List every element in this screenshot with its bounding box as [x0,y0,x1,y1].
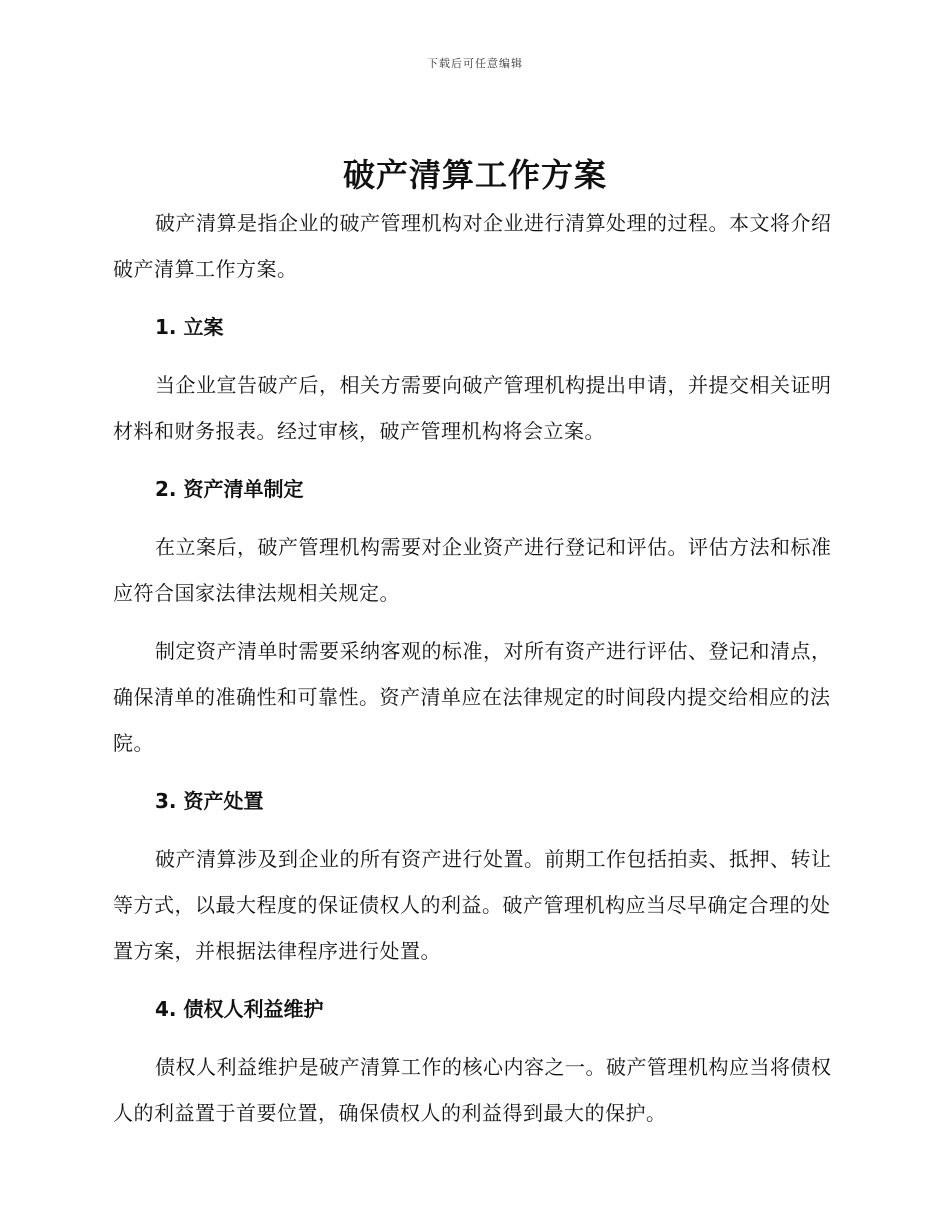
header-note: 下载后可任意编辑 [427,57,523,70]
section-paragraph: 在立案后，破产管理机构需要对企业资产进行登记和评估。评估方法和标准应符合国家法律法规相关规定。 [113,535,832,605]
section-paragraph: 债权人利益维护是破产清算工作的核心内容之一。破产管理机构应当将债权人的利益置于首要位置，确保债权人的利益得到最大的保护。 [113,1055,832,1125]
document-body [113,200,835,1148]
section-heading-filing: 1. 立案 [155,315,224,339]
section-heading-creditor-rights: 4. 债权人利益维护 [155,997,324,1021]
section-paragraph: 当企业宣告破产后，相关方需要向破产管理机构提出申请，并提交相关证明材料和财务报表。经过审核，破产管理机构将会立案。 [113,373,832,443]
section-heading-asset-disposal: 3. 资产处置 [155,789,264,813]
document-title: 破产清算工作方案 [342,156,607,194]
section-paragraph: 制定资产清单时需要采纳客观的标准，对所有资产进行评估、登记和清点，确保清单的准确性和可靠性。资产清单应在法律规定的时间段内提交给相应的法院。 [113,639,832,755]
intro-paragraph: 破产清算是指企业的破产管理机构对企业进行清算处理的过程。本文将介绍破产清算工作方案。 [113,211,832,281]
section-paragraph: 破产清算涉及到企业的所有资产进行处置。前期工作包括拍卖、抵押、转让等方式，以最大程度的保证债权人的利益。破产管理机构应当尽早确定合理的处置方案，并根据法律程序进行处置。 [113,847,832,963]
section-heading-asset-list: 2. 资产清单制定 [155,477,304,501]
